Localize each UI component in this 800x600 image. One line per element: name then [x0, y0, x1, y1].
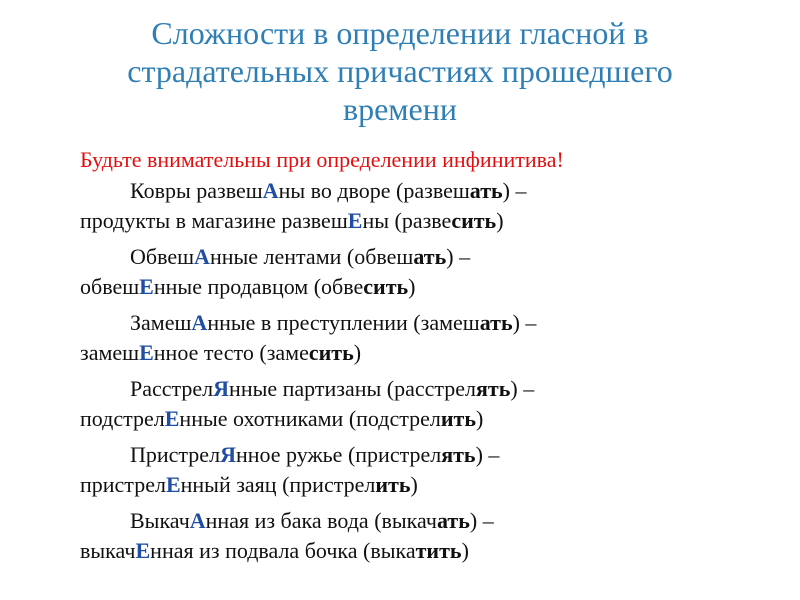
text-fragment: пристрел	[80, 471, 166, 497]
title-line: Сложности в определении гласной в	[151, 15, 649, 51]
example-line-second	[80, 470, 720, 500]
slide-title	[80, 14, 720, 128]
text-fragment: ) –	[446, 244, 471, 269]
text-fragment: продукты в магазине развеш	[80, 207, 348, 233]
warning-text: Будьте внимательны при определении инфинитива!	[80, 147, 564, 172]
text-fragment: Ковры развеш	[130, 178, 263, 203]
example-line-first	[80, 242, 720, 272]
infinitive-suffix: ять	[476, 376, 511, 401]
example-pair	[80, 242, 720, 301]
infinitive-suffix: ить	[440, 405, 476, 431]
examples-list	[80, 176, 720, 572]
text-fragment: нная из бака вода (выкач	[205, 508, 437, 533]
example-pair	[80, 308, 720, 367]
highlighted-vowel: Е	[139, 273, 154, 299]
example-line-first	[80, 308, 720, 338]
text-fragment: нные лентами (обвеш	[209, 244, 414, 269]
infinitive-suffix: сить	[363, 273, 409, 299]
infinitive-suffix: ать	[469, 178, 503, 203]
text-fragment: подстрел	[80, 405, 165, 431]
text-fragment: нный заяц (пристрел	[180, 471, 376, 497]
highlighted-vowel: Е	[135, 537, 151, 563]
text-fragment: нные партизаны (расстрел	[229, 376, 477, 401]
text-fragment: )	[461, 537, 469, 563]
text-fragment: нные охотниками (подстрел	[179, 405, 441, 431]
text-fragment: Выкач	[130, 508, 190, 533]
text-fragment: ) –	[469, 508, 494, 533]
highlighted-vowel: А	[262, 178, 279, 203]
text-fragment: нное тесто (заме	[153, 339, 309, 365]
highlighted-vowel: А	[191, 310, 208, 335]
highlighted-vowel: Е	[164, 405, 180, 431]
text-fragment: замеш	[80, 339, 140, 365]
example-line-first	[80, 440, 720, 470]
text-fragment: Замеш	[130, 310, 192, 335]
example-line-second	[80, 338, 720, 368]
infinitive-suffix: тить	[415, 537, 462, 563]
text-fragment: нные в преступлении (замеш	[207, 310, 480, 335]
example-pair	[80, 440, 720, 499]
example-pair	[80, 176, 720, 235]
infinitive-suffix: ить	[375, 471, 411, 497]
text-fragment: обвеш	[80, 273, 140, 299]
example-line-first	[80, 176, 720, 206]
text-fragment: ) –	[502, 178, 527, 203]
example-line-second	[80, 206, 720, 236]
text-fragment: Обвеш	[130, 244, 195, 269]
text-fragment: Пристрел	[130, 442, 221, 467]
title-line: страдательных причастиях прошедшего	[127, 53, 673, 89]
example-line-second	[80, 404, 720, 434]
title-line: времени	[342, 91, 457, 127]
example-line-second	[80, 536, 720, 566]
text-fragment: )	[476, 405, 484, 431]
example-line-first	[80, 374, 720, 404]
example-pair	[80, 374, 720, 433]
text-fragment: ) –	[510, 376, 535, 401]
text-fragment: нные продавцом (обве	[153, 273, 364, 299]
text-fragment: ) –	[512, 310, 537, 335]
infinitive-suffix: ять	[441, 442, 476, 467]
text-fragment: нное ружье (пристрел	[235, 442, 442, 467]
infinitive-suffix: ать	[437, 508, 470, 533]
example-pair	[80, 506, 720, 565]
text-fragment: ны во дворе (развеш	[278, 178, 470, 203]
infinitive-suffix: сить	[451, 207, 497, 233]
highlighted-vowel: Е	[139, 339, 154, 365]
example-line-second	[80, 272, 720, 302]
example-line-first	[80, 506, 720, 536]
text-fragment: )	[353, 339, 362, 365]
infinitive-suffix: ать	[479, 310, 513, 335]
text-fragment: выкач	[80, 537, 136, 563]
highlighted-vowel: Е	[165, 471, 181, 497]
highlighted-vowel: А	[194, 244, 210, 269]
highlighted-vowel: Я	[213, 376, 230, 401]
text-fragment: )	[408, 273, 416, 299]
text-fragment: нная из подвала бочка (выка	[150, 537, 416, 563]
text-fragment: )	[410, 471, 418, 497]
highlighted-vowel: Я	[220, 442, 236, 467]
infinitive-suffix: ать	[413, 244, 447, 269]
infinitive-suffix: сить	[308, 339, 354, 365]
text-fragment: Расстрел	[130, 376, 214, 401]
text-fragment: ) –	[475, 442, 500, 467]
text-fragment: ны (разве	[362, 207, 452, 233]
text-fragment: )	[496, 207, 504, 233]
highlighted-vowel: Е	[347, 207, 363, 233]
highlighted-vowel: А	[189, 508, 206, 533]
